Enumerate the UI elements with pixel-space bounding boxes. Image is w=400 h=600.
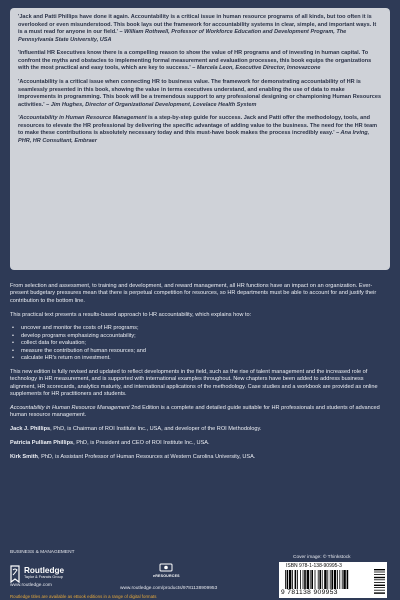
author-bio-text: , PhD, is President and CEO of ROI Institute Inc., USA. <box>73 439 210 446</box>
paragraph-text: 2nd Edition is a complete and detailed guide suitable for HR professionals and students of advanced human resource management. <box>10 404 380 419</box>
quote-text: 'Jack and Patti Phillips have done it again. Accountability is a critical issue in human resource programs of all kinds, but too often it is overlooked or even misunderstood. This book lays out the framework for accountability systems in clear, simple, and important ways. It is a must read for anyone in our field.' <box>18 14 377 35</box>
product-url[interactable]: www.routledge.com/products/9781138909953 <box>120 586 218 591</box>
author-bio <box>10 454 390 461</box>
quote-source: – Jim Hughes, Director of Organizational Development, Lovelace Health System <box>46 101 257 108</box>
publisher-url[interactable]: www.routledge.com <box>10 583 52 588</box>
quote-book-title: 'Accountability in Human Resource Management <box>18 115 147 122</box>
description-paragraph <box>10 405 390 420</box>
quote-source: – Marcela Leon, Executive Director, Innovazcone <box>192 65 321 72</box>
barcode-number: 9 781138 909953 <box>281 589 338 596</box>
endorsement-quote <box>18 79 382 109</box>
description-paragraph: This new edition is fully revised and updated to reflect developments in the field, such as the rise of talent management and the increased role of technology in HR measurement, and is supported with international examples throughout. New chapters have been added to address business alignment, HR scorecards, analytics maturity, and international applications of the methodology. Case studies and a workbook are provided as online supplements for HR practitioners and students. <box>10 368 378 398</box>
endorsement-quote <box>18 50 382 73</box>
book-title: Accountability in Human Resource Management <box>10 404 130 411</box>
endorsement-quote <box>18 115 382 145</box>
list-item: • collect data for evaluation; <box>10 340 390 347</box>
quote-text: 'Influential HR Executives know there is a compelling reason to show the value of HR programs and of investing in human capital. To confront the myths and obstacles to implementing formal measurement and evaluation processes, this book equips the organizations with the most practical and easy tools, which are key to success.' <box>18 50 372 72</box>
author-name: Kirk Smith <box>10 453 38 460</box>
isbn-barcode <box>279 562 387 598</box>
barcode-icon <box>284 570 372 589</box>
routledge-logo-icon <box>10 565 20 583</box>
list-item: • calculate HR's return on investment. <box>10 355 390 362</box>
quote-text: 'Accountability is a critical issue when connecting HR to business value. The framework for demonstrating accountability of HR is seamlessly presented in this book, showing the value in terms executives understand, and enabling the use of data to make improvements in programming. This book will be a tremendous support to any professional designing or championing Human Resources activities.' <box>18 79 382 108</box>
price-code-icon <box>374 569 385 596</box>
subject-category: BUSINESS & MANAGEMENT <box>10 550 75 555</box>
author-bio-text: , PhD, is Assistant Professor of Human Resources at Western Carolina University, USA. <box>37 453 256 460</box>
author-name: Jack J. Phillips <box>10 426 51 433</box>
quote-source: – William Rothwell, Professor of Workforce Education and Development Program, The Pennsylvania State University, USA <box>18 29 347 43</box>
endorsements-box <box>10 8 390 270</box>
author-bio <box>10 426 390 433</box>
publisher-subtitle: Taylor & Francis Group <box>24 575 63 579</box>
list-item: • uncover and monitor the costs of HR programs; <box>10 325 390 332</box>
quote-text: is a step-by-step guide for success. Jack and Patti offer the methodology, tools, and resources to elevate the HR professional by delivering the specific advantage of adding value to the business. The need for the HR team to make these contributions is absolutely necessary today and this must-have book makes the process incredibly easy.' <box>18 115 378 137</box>
list-item: • measure the contribution of human resources; and <box>10 348 390 355</box>
isbn-label: ISBN 978-1-138-90995-3 <box>286 563 342 569</box>
endorsement-quote <box>18 14 382 44</box>
quote-source: – Ana Irving, PHR, HR Consultant, Embraer <box>18 130 370 144</box>
author-name: Patricia Pulliam Phillips <box>10 439 74 446</box>
publisher-name: Routledge <box>24 566 65 575</box>
ebook-availability-note: Routledge titles are available as eBook editions in a range of digital formats <box>10 594 157 599</box>
description-paragraph: This practical text presents a results-based approach to HR accountability, which explains how to: <box>10 311 252 318</box>
author-bio-text: , PhD, is Chairman of ROI Institute Inc., USA, and developer of the ROI Methodology. <box>50 426 262 433</box>
topics-list <box>10 325 390 362</box>
eresources-label: eRESOURCES <box>153 574 180 578</box>
author-bio <box>10 440 390 447</box>
cover-image-credit: Cover image: © Thinkstock <box>293 555 351 560</box>
description-paragraph: From selection and assessment, to training and development, and reward management, all HR functions have an impact on an organization. Ever-present budgetary pressures mean that there is perpetual competition for resources, so HR departments must be able to account for and justify their contribution to the bottom line. <box>10 283 377 304</box>
eresources-badge <box>153 563 179 583</box>
book-description <box>10 283 390 467</box>
list-item: • develop programs emphasizing accountability; <box>10 333 390 340</box>
eresources-icon <box>159 563 173 573</box>
